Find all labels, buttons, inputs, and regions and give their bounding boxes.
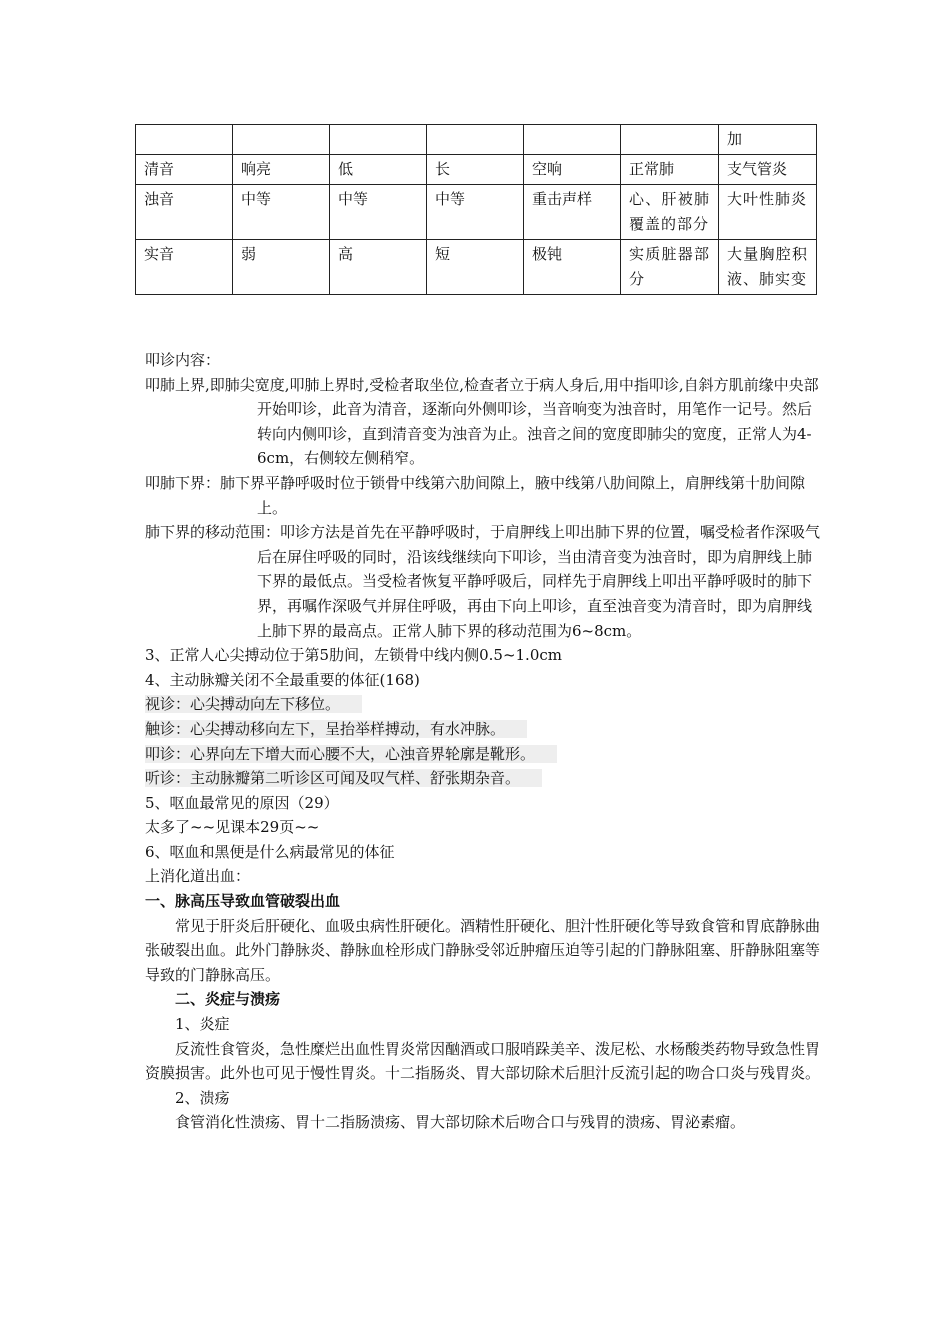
paragraph-movement-range: 肺下界的移动范围：叩诊方法是首先在平静呼吸时，于肩胛线上叩出肺下界的位置，嘱受检者作深吸气后在屏住呼吸的同时，沿该线继续向下叩诊，当由清音变为浊音时，即为肩胛线上肺下界的最低点。当受检者恢复平静呼吸后，同样先于肩胛线上叩出平静呼吸时的肺下界，再嘱作深吸气并屏住呼吸，再由下向上叩诊，直至浊音变为清音时，即为肩胛线上肺下界的最高点。正常人肺下界的移动范围为6~8cm。: [145, 523, 821, 640]
table-cell: 大量胸腔积液、肺实变: [719, 240, 817, 295]
table-cell: 中等: [330, 185, 427, 240]
section-title: 二、炎症与溃疡: [175, 990, 281, 1009]
table-cell: 低: [330, 155, 427, 185]
subsection-title: 2、溃疡: [175, 1088, 230, 1107]
table-cell: 响亮: [233, 155, 330, 185]
table-cell: [233, 125, 330, 155]
table-cell: 中等: [233, 185, 330, 240]
note-text: 太多了~~见课本29页~~: [145, 818, 320, 837]
table-cell: 加: [719, 125, 817, 155]
table-cell: 短: [427, 240, 524, 295]
table-cell: 清音: [136, 155, 233, 185]
table-row: [136, 240, 817, 295]
sign-text: 听诊：主动脉瓣第二听诊区可闻及叹气样、舒张期杂音。: [145, 769, 542, 787]
paragraph-upper-border: 叩肺上界,即肺尖宽度,叩肺上界时,受检者取坐位,检查者立于病人身后,用中指叩诊,自斜方肌前缘中央部开始叩诊，此音为清音，逐渐向外侧叩诊，当音响变为浊音时，用笔作一记号。然后转向内侧叩诊，直到清音变为浊音为止。浊音之间的宽度即肺尖的宽度，正常人为4-6cm，右侧较左侧稍窄。: [145, 375, 819, 468]
table-cell: 高: [330, 240, 427, 295]
sign-text: 触诊：心尖搏动移向左下，呈抬举样搏动，有水冲脉。: [145, 720, 527, 738]
table-cell: 极钝: [524, 240, 621, 295]
section-title: 一、脉高压导致血管破裂出血: [145, 892, 341, 911]
paragraph: 反流性食管炎，急性糜烂出血性胃炎常因酗酒或口服哨跺美辛、泼尼松、水杨酸类药物导致急性胃资膜损害。此外也可见于慢性胃炎。十二指肠炎、胃大部切除术后胆汁反流引起的吻合口炎与残胃炎。: [145, 1039, 821, 1083]
table-cell: 长: [427, 155, 524, 185]
table-cell: [524, 125, 621, 155]
list-item: 5、呕血最常见的原因（29）: [145, 793, 339, 812]
table-cell: 实质脏器部分: [621, 240, 719, 295]
table-cell: 心、肝被肺覆盖的部分: [621, 185, 719, 240]
table-cell: [427, 125, 524, 155]
table-cell: [330, 125, 427, 155]
table-cell: 浊音: [136, 185, 233, 240]
list-item: 4、主动脉瓣关闭不全最重要的体征(168): [145, 670, 420, 689]
table-cell: 实音: [136, 240, 233, 295]
table-cell: [136, 125, 233, 155]
subheading: 上消化道出血：: [145, 867, 251, 886]
table-cell: 正常肺: [621, 155, 719, 185]
paragraph: 食管消化性溃疡、胃十二指肠溃疡、胃大部切除术后吻合口与残胃的溃疡、胃泌素瘤。: [175, 1113, 746, 1132]
sign-item: [145, 692, 821, 717]
paragraph: 常见于肝炎后肝硬化、血吸虫病性肝硬化。酒精性肝硬化、胆汁性肝硬化等导致食管和胃底静脉曲张破裂出血。此外门静脉炎、静脉血栓形成门静脉受邻近肿瘤压迫等引起的门静脉阻塞、肝静脉阻塞等导致的门静脉高压。: [145, 916, 821, 984]
sign-text: 视诊：心尖搏动向左下移位。: [145, 695, 362, 713]
sign-text: 叩诊：心界向左下增大而心腰不大，心浊音界轮廓是靴形。: [145, 745, 557, 763]
subsection-title: 1、炎症: [175, 1015, 230, 1034]
table-row: [136, 185, 817, 240]
table-row: [136, 125, 817, 155]
table-cell: 大叶性肺炎: [719, 185, 817, 240]
table-cell: 支气管炎: [719, 155, 817, 185]
sign-item: [145, 766, 821, 791]
table-row: [136, 155, 817, 185]
percussion-table: [135, 124, 817, 295]
table-cell: 重击声样: [524, 185, 621, 240]
paragraph-lower-border: 叩肺下界：肺下界平静呼吸时位于锁骨中线第六肋间隙上，腋中线第八肋间隙上，肩胛线第十肋间隙上。: [145, 473, 806, 517]
sign-item: [145, 742, 821, 767]
table-cell: 空响: [524, 155, 621, 185]
table-cell: [621, 125, 719, 155]
sign-item: [145, 717, 821, 742]
list-item: 3、正常人心尖搏动位于第5肋间，左锁骨中线内侧0.5~1.0cm: [145, 646, 562, 665]
table-cell: 弱: [233, 240, 330, 295]
section-heading: 叩诊内容：: [145, 351, 221, 369]
table-cell: 中等: [427, 185, 524, 240]
body-text: [145, 348, 821, 1135]
list-item: 6、呕血和黑便是什么病最常见的体征: [145, 842, 395, 861]
